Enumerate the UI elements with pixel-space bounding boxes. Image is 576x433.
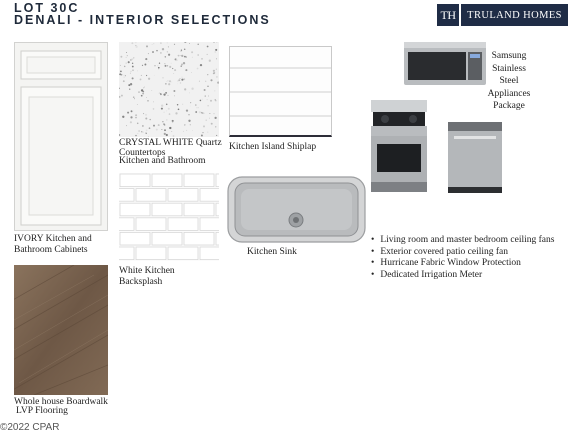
lot-number: LOT 30C <box>14 0 79 16</box>
features-list <box>371 235 576 281</box>
countertops-caption-line1: CRYSTAL WHITE Quartz <box>119 138 222 149</box>
shiplap-caption: Kitchen Island Shiplap <box>229 142 316 153</box>
lvp-flooring-image <box>14 265 108 395</box>
backsplash-caption: White Kitchen Backsplash <box>119 266 199 288</box>
logo-mark: TH <box>437 4 459 26</box>
feature-item: • Living room and master bedroom ceiling fans <box>371 235 576 247</box>
appliances-caption-line: Package <box>486 100 532 113</box>
sink-caption: Kitchen Sink <box>247 247 297 258</box>
cabinet-door-image <box>14 42 108 231</box>
shiplap-image <box>229 46 332 137</box>
feature-item: • Exterior covered patio ceiling fan <box>371 247 576 259</box>
flooring-caption-line1: Whole house Boardwalk <box>14 397 108 408</box>
truland-homes-logo <box>437 4 568 26</box>
appliances-caption-line: Steel <box>486 75 532 88</box>
appliances-caption-line: Stainless <box>486 63 532 76</box>
dishwasher-image <box>448 122 502 193</box>
appliances-caption-line: Appliances <box>486 88 532 101</box>
appliances-caption <box>486 50 532 113</box>
appliances-caption-line: Samsung <box>486 50 532 63</box>
cabinets-caption: IVORY Kitchen and Bathroom Cabinets <box>14 234 114 256</box>
kitchen-sink-image <box>227 176 366 243</box>
flooring-caption-line2: LVP Flooring <box>16 406 68 417</box>
feature-item: • Hurricane Fabric Window Protection <box>371 258 576 270</box>
quartz-countertop-image <box>119 42 219 137</box>
copyright-notice: ©2022 CPAR <box>0 422 59 433</box>
countertops-caption-line2: Countertops <box>119 148 165 159</box>
feature-item: • Dedicated Irrigation Meter <box>371 270 576 282</box>
countertops-caption-line3: Kitchen and Bathroom <box>119 156 206 167</box>
logo-name: TRULAND HOMES <box>461 4 568 26</box>
microwave-image <box>404 42 486 85</box>
range-oven-image <box>371 100 427 192</box>
page-title: DENALI - INTERIOR SELECTIONS <box>14 12 271 28</box>
backsplash-image <box>119 173 219 261</box>
